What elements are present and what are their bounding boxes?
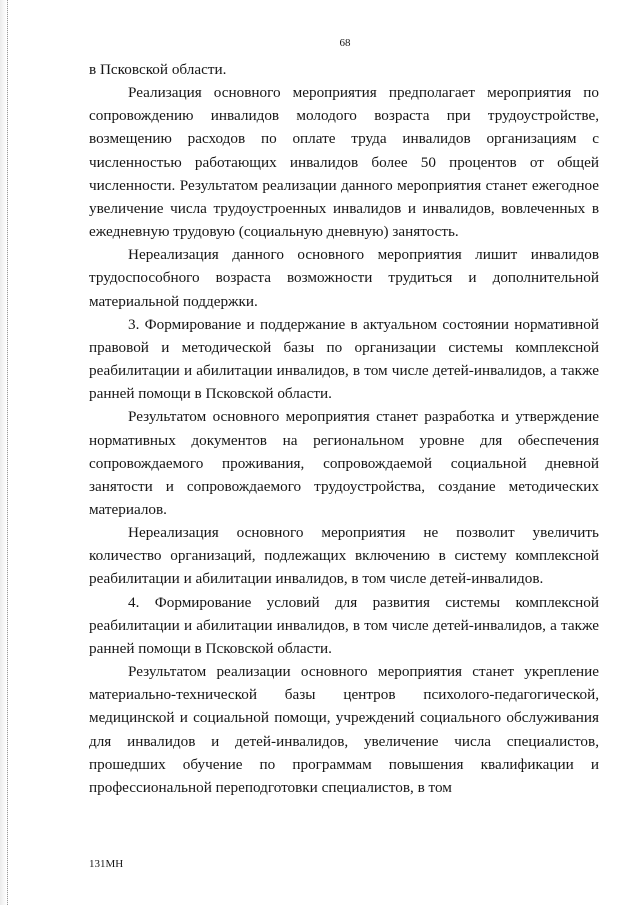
paragraph: Нереализация основного мероприятия не позволит увеличить количество организаций, подлежащих включению в систему комплексной реабилитации и абилитации инвалидов, в том числе детей-инвалидов. [89,524,599,588]
scan-left-edge [0,0,8,905]
document-body [89,58,599,799]
page-number: 68 [339,37,351,49]
paragraph: в Псковской области. [89,61,227,78]
paragraph: Результатом основного мероприятия станет разработка и утверждение нормативных документов на региональном уровне для обеспечения сопровождаемого проживания, сопровождаемой социальной дневной занятости и сопровождаемого трудоустройства, создание методических материалов. [89,408,599,518]
paragraph: Результатом реализации основного мероприятия станет укрепление материально-технической базы центров психолого-педагогической, медицинской и социальной помощи, учреждений социального обслуживания для инвалидов и детей-инвалидов, увеличение числа специалистов, прошедших обучение по программам повышения квалификации и профессиональной переподготовки специалистов, в том [89,663,599,796]
paragraph: 3. Формирование и поддержание в актуальном состоянии нормативной правовой и методической базы по организации системы комплексной реабилитации и абилитации инвалидов, в том числе детей-инвалидов, а также ранней помощи в Псковской области. [89,315,599,403]
paragraph: 4. Формирование условий для развития системы комплексной реабилитации и абилитации инвалидов, в том числе детей-инвалидов, а также ранней помощи в Псковской области. [89,593,599,657]
paragraph: Реализация основного мероприятия предполагает мероприятия по сопровождению инвалидов молодого возраста при трудоустройстве, возмещению расходов по оплате труда инвалидов организациям с численностью работающих инвалидов более 50 процентов от общей численности. Результатом реализации данного мероприятия станет ежегодное увеличение числа трудоустроенных инвалидов и инвалидов, вовлеченных в ежедневную трудовую (социальную дневную) занятость. [89,84,599,241]
footer-document-code: 131МН [89,858,124,870]
paragraph: Нереализация данного основного мероприятия лишит инвалидов трудоспособного возраста возможности трудиться и дополнительной материальной поддержки. [89,246,599,310]
